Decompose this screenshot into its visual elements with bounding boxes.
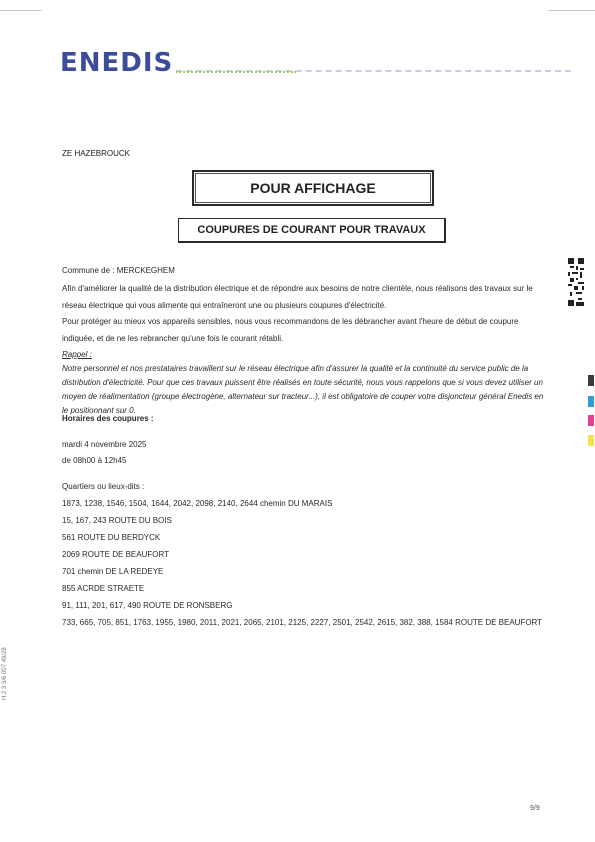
logo-accent-line xyxy=(176,71,296,73)
list-item: 1873, 1238, 1546, 1504, 1644, 2042, 2098, 2140, 2644 chemin DU MARAIS xyxy=(62,499,333,508)
color-mark-cyan xyxy=(588,396,594,407)
rappel-title: Rappel : xyxy=(62,350,92,359)
color-mark-black xyxy=(588,375,594,386)
list-item: 91, 111, 201, 617, 490 ROUTE DE RONSBERG xyxy=(62,601,233,610)
protection-paragraph: Pour protéger au mieux vos appareils sensibles, nous vous recommandons de les débrancher avant l'heure de début de coupure indiquée, et de ne les rebrancher qu'une fois le courant rétabli. xyxy=(62,317,519,343)
list-item: 701 chemin DE LA REDEYE xyxy=(62,567,164,576)
rappel-block xyxy=(62,348,544,418)
enedis-logo: ENEDIS xyxy=(60,48,174,78)
notice-title: POUR AFFICHAGE xyxy=(250,180,376,196)
list-item: 733, 665, 705, 851, 1763, 1955, 1980, 2011, 2021, 2065, 2101, 2125, 2227, 2501, 2542, 2615, 382, 388, 1584 ROUTE DE BEAUFORT xyxy=(62,618,543,627)
horaires-title: Horaires des coupures : xyxy=(62,414,154,423)
side-reference-text: H 2 3 9/6 007 49/28 xyxy=(2,647,8,700)
top-edge-line-right xyxy=(548,10,595,11)
color-mark-magenta xyxy=(588,415,594,426)
list-item: 561 ROUTE DU BERDYCK xyxy=(62,533,161,542)
notice-title-box xyxy=(192,170,434,206)
list-item: 15, 167, 243 ROUTE DU BOIS xyxy=(62,516,172,525)
list-item: 2069 ROUTE DE BEAUFORT xyxy=(62,550,169,559)
quartiers-list xyxy=(62,478,544,631)
qr-code-icon xyxy=(568,258,584,306)
coupure-date: mardi 4 novembre 2025 xyxy=(62,440,147,449)
quartiers-title: Quartiers ou lieux-dits : xyxy=(62,482,145,491)
notice-subtitle: COUPURES DE COURANT POUR TRAVAUX xyxy=(197,224,426,236)
zone-label: ZE HAZEBROUCK xyxy=(62,149,131,158)
page-number: 9/9 xyxy=(530,805,540,812)
color-mark-yellow xyxy=(588,435,594,446)
rappel-text: Notre personnel et nos prestataires travaillent sur le réseau électrique afin d'assurer la qualité et la continuité du service public de la distribution d'électricité. Pour que ces travaux puissent être réalisés en toute sécurité, nous vous rappelons que si vous devez utiliser un moyen de réalimentation (groupe électrogène, alternateur sur tracteur...), il est obligatoire de couper votre disjoncteur général Enedis en le positionnant sur 0. xyxy=(62,364,544,415)
list-item: 855 ACRDE STRAETE xyxy=(62,584,145,593)
intro-paragraph: Afin d'améliorer la qualité de la distribution électrique et de répondre aux besoins de notre clientèle, nous réalisons des travaux sur le réseau électrique qui vous alimente qui entraîneront une ou plusieurs coupures d'électricité. xyxy=(62,284,533,310)
coupure-time: de 08h00 à 12h45 xyxy=(62,456,127,465)
top-edge-line-left xyxy=(0,10,42,11)
notice-subtitle-box xyxy=(178,218,446,243)
commune-line: Commune de : MERCKEGHEM xyxy=(62,266,175,275)
